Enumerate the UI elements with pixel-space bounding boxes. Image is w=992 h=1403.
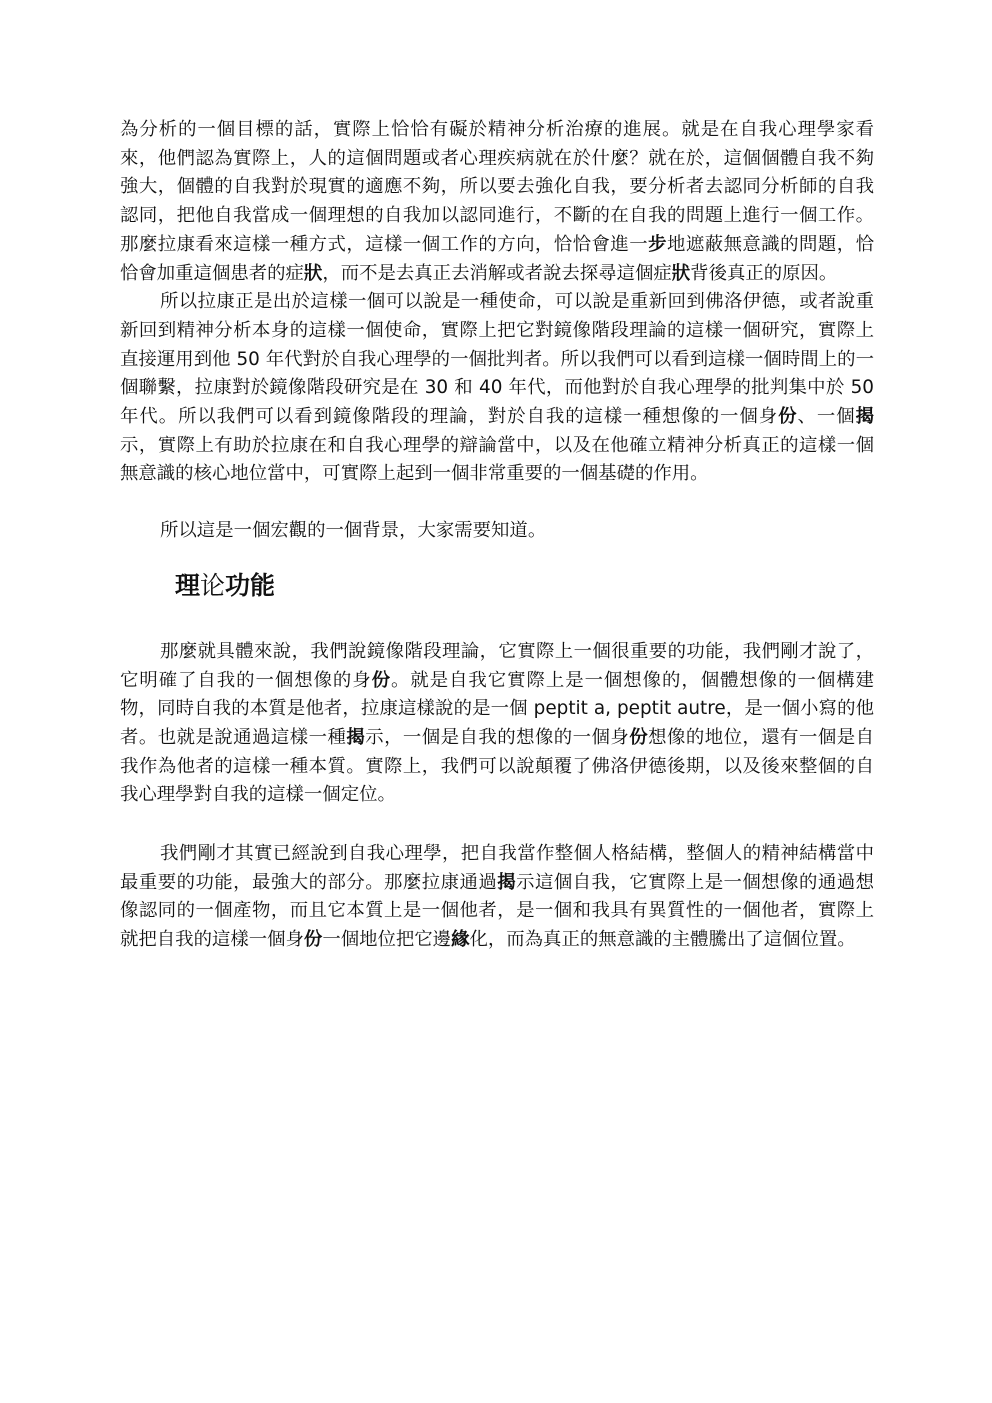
bold-char: 份 bbox=[303, 929, 323, 951]
bold-char: 份 bbox=[371, 669, 391, 691]
text-run: 示，實際上有助於拉康在和自我心理學的辯論當中，以及在他確立精神分析真正的這樣一個無意識的核心地位當中，可實際上起到一個非常重要的一個基礎的作用。 bbox=[120, 434, 874, 485]
text-run: ，而不是去真正去消解或者說去探尋這個症 bbox=[322, 262, 672, 284]
paragraph-gap bbox=[120, 546, 874, 568]
text-run: 一個地位把它邊 bbox=[322, 929, 452, 951]
paragraph-gap bbox=[120, 810, 874, 840]
paragraph-gap bbox=[120, 604, 874, 638]
bold-char: 揭 bbox=[855, 406, 874, 428]
document-page bbox=[120, 116, 874, 955]
bold-char: 份 bbox=[629, 726, 649, 748]
bold-char: 揭 bbox=[346, 726, 366, 748]
text-run: 。就是自我它實際上是一個想像的，個體想像的一個構建物，同時自我的本質是他者，拉康這樣說的是一個 peptit a, peptit autre，是一個小寫的他者。也就是說通過這樣一種 bbox=[120, 669, 874, 748]
text-run: 地遮蔽無意識的問題，恰恰會加重這個患者的症 bbox=[120, 233, 874, 284]
text-run: 示，一個是自我的想像的一個身 bbox=[365, 726, 630, 748]
paragraph-3: 所以這是一個宏觀的一個背景，大家需要知道。 bbox=[160, 520, 547, 542]
paragraph-2 bbox=[120, 288, 874, 489]
paragraph-1 bbox=[120, 116, 874, 288]
paragraph-gap bbox=[120, 489, 874, 517]
section-heading bbox=[120, 568, 874, 604]
text-run: 背後真正的原因。 bbox=[690, 262, 838, 284]
text-run: 我們剛才其實已經說到自我心理學，把自我當作整個人格結構，整個人的精神結構當中最重要的功能，最強大的部分。那麼拉康通過 bbox=[120, 843, 874, 893]
text-run: 那麼就具體來說，我們說鏡像階段理論，它實際上一個很重要的功能，我們剛才說了，它明確了自我的一個想像的身 bbox=[120, 640, 874, 691]
bold-char: 揭 bbox=[497, 871, 517, 893]
bold-char: 狀 bbox=[303, 262, 323, 284]
heading-bold-part: 功能 bbox=[225, 570, 276, 600]
bold-char: 緣 bbox=[451, 929, 470, 951]
text-run: 想像的地位，還有一個是自我作為他者的這樣一種本質。實際上，我們可以說顛覆了佛洛伊德後期，以及後來整個的自我心理學對自我的這樣一個定位。 bbox=[120, 726, 874, 806]
text-run: 示這個自我，它實際上是一個想像的通過想像認同的一個產物，而且它本質上是一個他者，是一個和我具有異質性的一個他者，實際上就把自我的這樣一個身 bbox=[120, 871, 874, 951]
heading-bold-part: 理 bbox=[175, 570, 201, 600]
bold-char: 份 bbox=[778, 406, 798, 428]
paragraph-5 bbox=[120, 840, 874, 955]
text-run: 化，而為真正的無意識的主體騰出了這個位置。 bbox=[469, 929, 856, 951]
paragraph-4 bbox=[120, 638, 874, 810]
bold-char: 狀 bbox=[671, 262, 691, 284]
text-run: 、一個 bbox=[797, 406, 856, 428]
heading-regular-part: 论 bbox=[200, 570, 226, 600]
text-run: 為分析的一個目標的話，實際上恰恰有礙於精神分析治療的進展。就是在自我心理學家看來，他們認為實際上，人的這個問題或者心理疾病就在於什麼？就在於，這個個體自我不夠強大，個體的自我對於現實的適應不夠，所以要去強化自我，要分析者去認同分析師的自我認同，把他自我當成一個理想的自我加以認同進行，不斷的在自我的問題上進行一個工作。那麼拉康看來這樣一種方式，這樣一個工作的方向，恰恰會進一 bbox=[120, 119, 874, 255]
text-run: 所以拉康正是出於這樣一個可以說是一種使命，可以說是重新回到佛洛伊德，或者說重新回到精神分析本身的這樣一個使命，實際上把它對鏡像階段理論的這樣一個研究，實際上直接運用到他 50 年代對於自我心理學的一個批判者。所以我們可以看到這樣一個時間上的一個聯繫，拉康對於鏡像階段研究是在 30 和 40 年代，而他對於自我心理學的批判集中於 50 年代。所以我們可以看到鏡像階段的理論，對於自我的這樣一種想像的一個身 bbox=[120, 291, 874, 428]
bold-char: 步 bbox=[648, 233, 667, 255]
